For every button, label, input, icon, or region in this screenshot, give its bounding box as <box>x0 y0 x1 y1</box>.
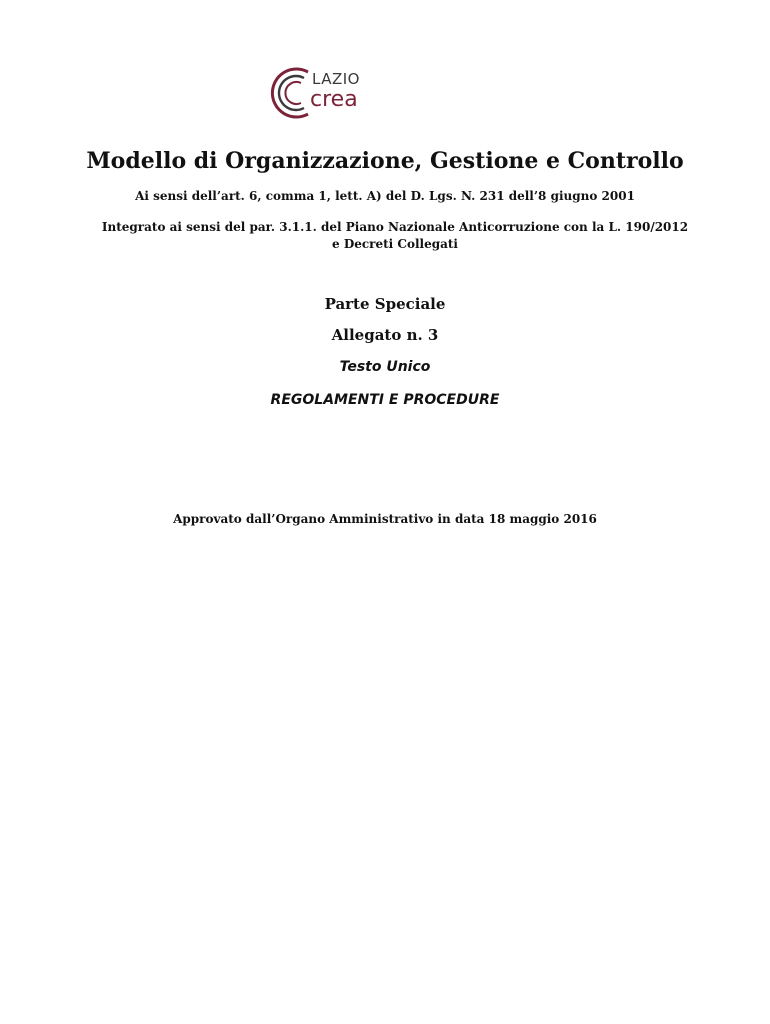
section-heading-regolamenti: REGOLAMENTI E PROCEDURE <box>270 392 500 408</box>
section-heading-testo-unico: Testo Unico <box>339 359 431 375</box>
document-title: Modello di Organizzazione, Gestione e Controllo <box>86 148 684 174</box>
logo-text-lazio: LAZIO <box>312 70 360 88</box>
logo-text-crea: crea <box>310 87 358 112</box>
part-heading: Parte Speciale <box>324 295 446 313</box>
lazio-crea-logo <box>268 64 378 122</box>
integration-note: Integrato ai sensi del par. 3.1.1. del Piano Nazionale Anticorruzione con la L. 190/2012 e Decreti Collegati <box>101 220 689 252</box>
logo-mark-icon <box>268 64 316 122</box>
approval-note: Approvato dall’Organo Amministrativo in data 18 maggio 2016 <box>173 512 597 526</box>
annex-heading: Allegato n. 3 <box>331 326 439 344</box>
document-subtitle: Ai sensi dell’art. 6, comma 1, lett. A) del D. Lgs. N. 231 dell’8 giugno 2001 <box>135 189 635 203</box>
